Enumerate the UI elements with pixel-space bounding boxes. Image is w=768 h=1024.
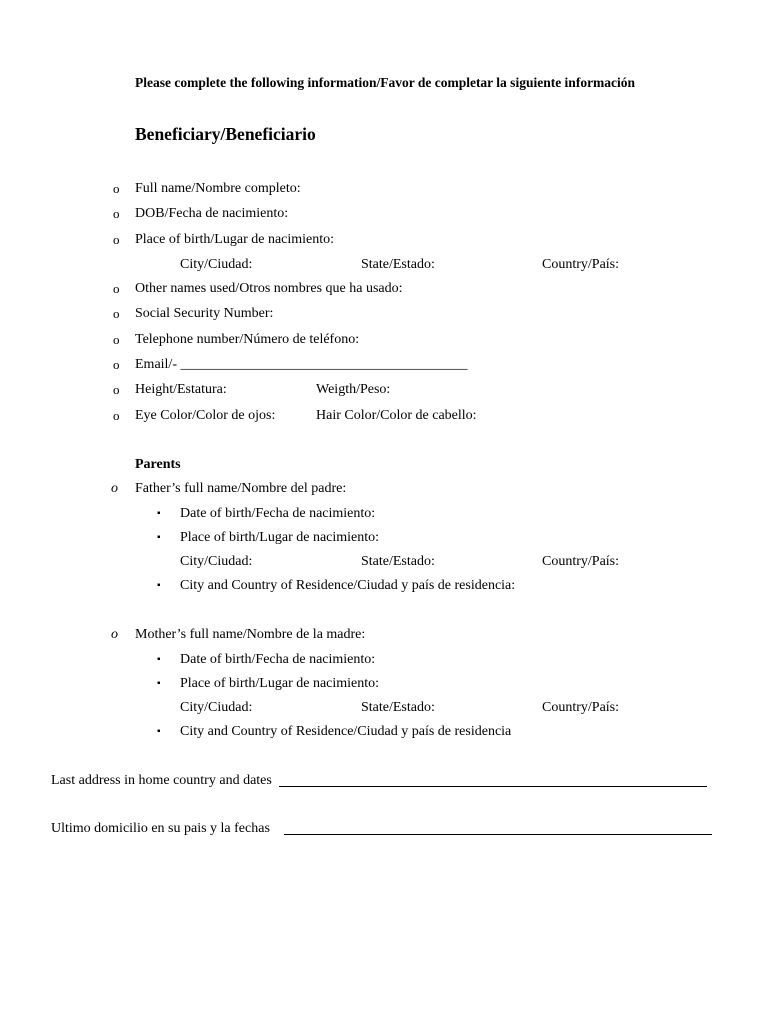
field-weight: Weigth/Peso: <box>316 382 391 397</box>
last-address-label-en: Last address in home country and dates <box>51 773 272 788</box>
field-hair-color: Hair Color/Color de cabello: <box>316 408 477 423</box>
square-bullet: ▪ <box>157 580 161 591</box>
bullet-o: o <box>113 357 120 372</box>
field-city: City/Ciudad: <box>180 257 253 272</box>
father-country: Country/País: <box>542 554 620 569</box>
mother-dob: Date of birth/Fecha de nacimiento: <box>180 652 376 667</box>
mother-place-of-birth: Place of birth/Lugar de nacimiento: <box>180 676 380 691</box>
mother-state: State/Estado: <box>361 700 435 715</box>
field-state: State/Estado: <box>361 257 435 272</box>
square-bullet: ▪ <box>157 654 161 665</box>
square-bullet: ▪ <box>157 532 161 543</box>
bullet-o: o <box>113 206 120 221</box>
father-city: City/Ciudad: <box>180 554 253 569</box>
bullet-o-italic: o <box>111 481 118 496</box>
field-other-names: Other names used/Otros nombres que ha usado: <box>135 281 403 296</box>
bullet-o: o <box>113 281 120 296</box>
square-bullet: ▪ <box>157 508 161 519</box>
last-address-label-es: Ultimo domicilio en su pais y la fechas <box>51 821 270 836</box>
field-telephone: Telephone number/Número de teléfono: <box>135 332 360 347</box>
field-email: Email/- _________________________________________ <box>135 357 468 372</box>
mother-residence: City and Country of Residence/Ciudad y país de residencia <box>180 724 512 739</box>
field-height: Height/Estatura: <box>135 382 227 397</box>
section-heading-beneficiary: Beneficiary/Beneficiario <box>135 124 316 144</box>
bullet-o: o <box>113 181 120 196</box>
father-full-name: Father’s full name/Nombre del padre: <box>135 481 347 496</box>
field-eye-color: Eye Color/Color de ojos: <box>135 408 276 423</box>
mother-city: City/Ciudad: <box>180 700 253 715</box>
mother-country: Country/País: <box>542 700 620 715</box>
field-dob: DOB/Fecha de nacimiento: <box>135 206 289 221</box>
bullet-o: o <box>113 306 120 321</box>
intro-text: Please complete the following information/Favor de completar la siguiente información <box>135 75 636 90</box>
father-dob: Date of birth/Fecha de nacimiento: <box>180 506 376 521</box>
bullet-o-italic: o <box>111 627 118 642</box>
father-state: State/Estado: <box>361 554 435 569</box>
square-bullet: ▪ <box>157 678 161 689</box>
bullet-o: o <box>113 408 120 423</box>
last-address-line-en <box>279 786 707 787</box>
bullet-o: o <box>113 382 120 397</box>
field-full-name: Full name/Nombre completo: <box>135 181 301 196</box>
section-heading-parents: Parents <box>135 457 181 472</box>
bullet-o: o <box>113 232 120 247</box>
field-ssn: Social Security Number: <box>135 306 274 321</box>
father-residence: City and Country of Residence/Ciudad y país de residencia: <box>180 578 516 593</box>
mother-full-name: Mother’s full name/Nombre de la madre: <box>135 627 366 642</box>
last-address-line-es <box>284 834 712 835</box>
field-country: Country/País: <box>542 257 620 272</box>
father-place-of-birth: Place of birth/Lugar de nacimiento: <box>180 530 380 545</box>
square-bullet: ▪ <box>157 726 161 737</box>
bullet-o: o <box>113 332 120 347</box>
field-place-of-birth: Place of birth/Lugar de nacimiento: <box>135 232 335 247</box>
